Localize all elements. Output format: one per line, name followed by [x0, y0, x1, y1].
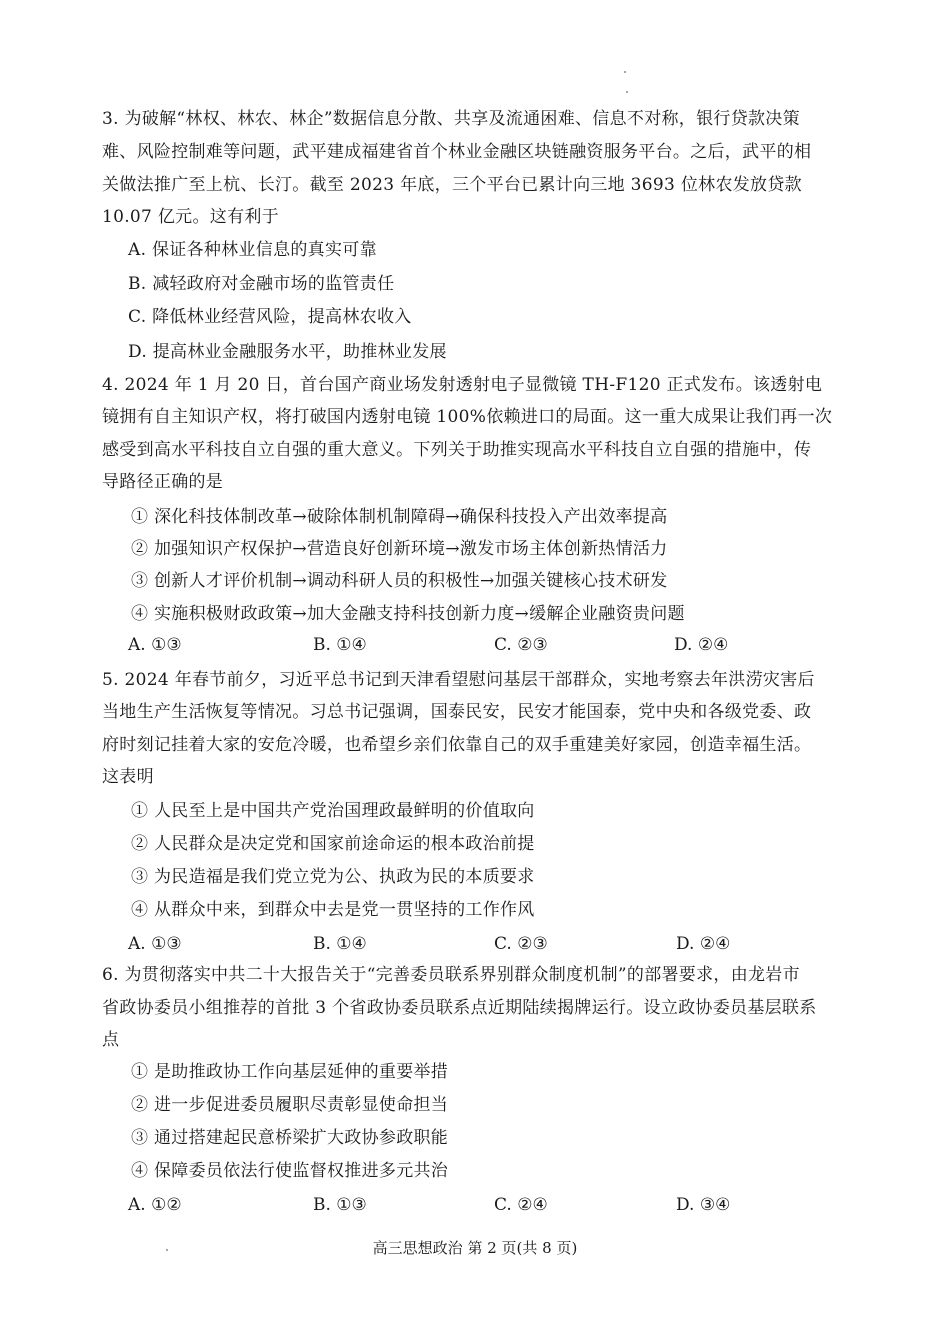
choice-a: A. ①③	[128, 635, 182, 655]
question-3-option-b: B. 减轻政府对金融市场的监管责任	[128, 274, 395, 294]
choice-c: C. ②④	[494, 1195, 548, 1215]
scan-speck	[626, 91, 628, 93]
question-4-statement-2: ② 加强知识产权保护→营造良好创新环境→激发市场主体创新热情活力	[131, 539, 668, 559]
question-4-statement-1: ① 深化科技体制改革→破除体制机制障碍→确保科技投入产出效率提高	[131, 507, 668, 527]
choice-b: B. ①④	[313, 635, 367, 655]
question-6-line-2: 省政协委员小组推荐的首批 3 个省政协委员联系点近期陆续揭牌运行。设立政协委员基层联系	[102, 998, 817, 1018]
choice-c: C. ②③	[494, 934, 548, 954]
choice-d: D. ③④	[676, 1195, 731, 1215]
question-5-statement-3: ③ 为民造福是我们党立党为公、执政为民的本质要求	[131, 867, 535, 887]
scan-speck	[624, 71, 626, 73]
question-4-line-1: 4. 2024 年 1 月 20 日，首台国产商业场发射透射电子显微镜 TH-F120 正式发布。该透射电	[102, 375, 823, 395]
question-4-statement-3: ③ 创新人才评价机制→调动科研人员的积极性→加强关键核心技术研发	[131, 571, 668, 591]
question-3-line-2: 难、风险控制难等问题，武平建成福建省首个林业金融区块链融资服务平台。之后，武平的相	[102, 142, 812, 162]
question-6-statement-4: ④ 保障委员依法行使监督权推进多元共治	[131, 1161, 449, 1181]
question-4-line-4: 导路径正确的是	[102, 472, 224, 492]
question-4-statement-4: ④ 实施积极财政政策→加大金融支持科技创新力度→缓解企业融资贵问题	[131, 604, 685, 624]
question-5-statement-4: ④ 从群众中来，到群众中去是党一贯坚持的工作作风	[131, 900, 535, 920]
question-3-option-c: C. 降低林业经营风险，提高林农收入	[128, 307, 412, 327]
question-4-line-2: 镜拥有自主知识产权，将打破国内透射电镜 100%依赖进口的局面。这一重大成果让我们再一次	[102, 407, 833, 427]
question-5-statement-2: ② 人民群众是决定党和国家前途命运的根本政治前提	[131, 834, 535, 854]
question-3-option-a: A. 保证各种林业信息的真实可靠	[128, 240, 377, 260]
question-5-line-2: 当地生产生活恢复等情况。习总书记强调，国泰民安，民安才能国泰，党中央和各级党委、政	[102, 702, 812, 722]
choice-a: A. ①③	[128, 934, 182, 954]
question-3-option-d: D. 提高林业金融服务水平，助推林业发展	[128, 342, 447, 362]
question-5-statement-1: ① 人民至上是中国共产党治国理政最鲜明的价值取向	[131, 801, 535, 821]
choice-d: D. ②④	[676, 934, 731, 954]
question-6-statement-1: ① 是助推政协工作向基层延伸的重要举措	[131, 1062, 449, 1082]
question-6-statement-3: ③ 通过搭建起民意桥梁扩大政协参政职能	[131, 1128, 449, 1148]
page-footer: 高三思想政治 第 2 页(共 8 页)	[372, 1239, 578, 1257]
question-6-line-1: 6. 为贯彻落实中共二十大报告关于“完善委员联系界别群众制度机制”的部署要求，由龙岩市	[102, 965, 800, 985]
question-6-statement-2: ② 进一步促进委员履职尽责彰显使命担当	[131, 1095, 449, 1115]
question-5-line-4: 这表明	[102, 767, 154, 787]
question-3-line-4: 10.07 亿元。这有利于	[102, 207, 279, 227]
choice-b: B. ①③	[313, 1195, 367, 1215]
question-5-line-3: 府时刻记挂着大家的安危冷暖，也希望乡亲们依靠自己的双手重建美好家园，创造幸福生活。	[102, 735, 812, 755]
question-3-line-1: 3. 为破解“林权、林农、林企”数据信息分散、共享及流通困难、信息不对称，银行贷款决策	[102, 109, 800, 129]
choice-a: A. ①②	[128, 1195, 182, 1215]
choice-b: B. ①④	[313, 934, 367, 954]
choice-d: D. ②④	[674, 635, 729, 655]
question-4-line-3: 感受到高水平科技自立自强的重大意义。下列关于助推实现高水平科技自立自强的措施中，传	[102, 440, 812, 460]
question-5-line-1: 5. 2024 年春节前夕，习近平总书记到天津看望慰问基层干部群众，实地考察去年洪涝灾害后	[102, 670, 815, 690]
choice-c: C. ②③	[494, 635, 548, 655]
question-6-line-3: 点	[102, 1030, 120, 1050]
question-3-line-3: 关做法推广至上杭、长汀。截至 2023 年底，三个平台已累计向三地 3693 位林农发放贷款	[102, 175, 802, 195]
